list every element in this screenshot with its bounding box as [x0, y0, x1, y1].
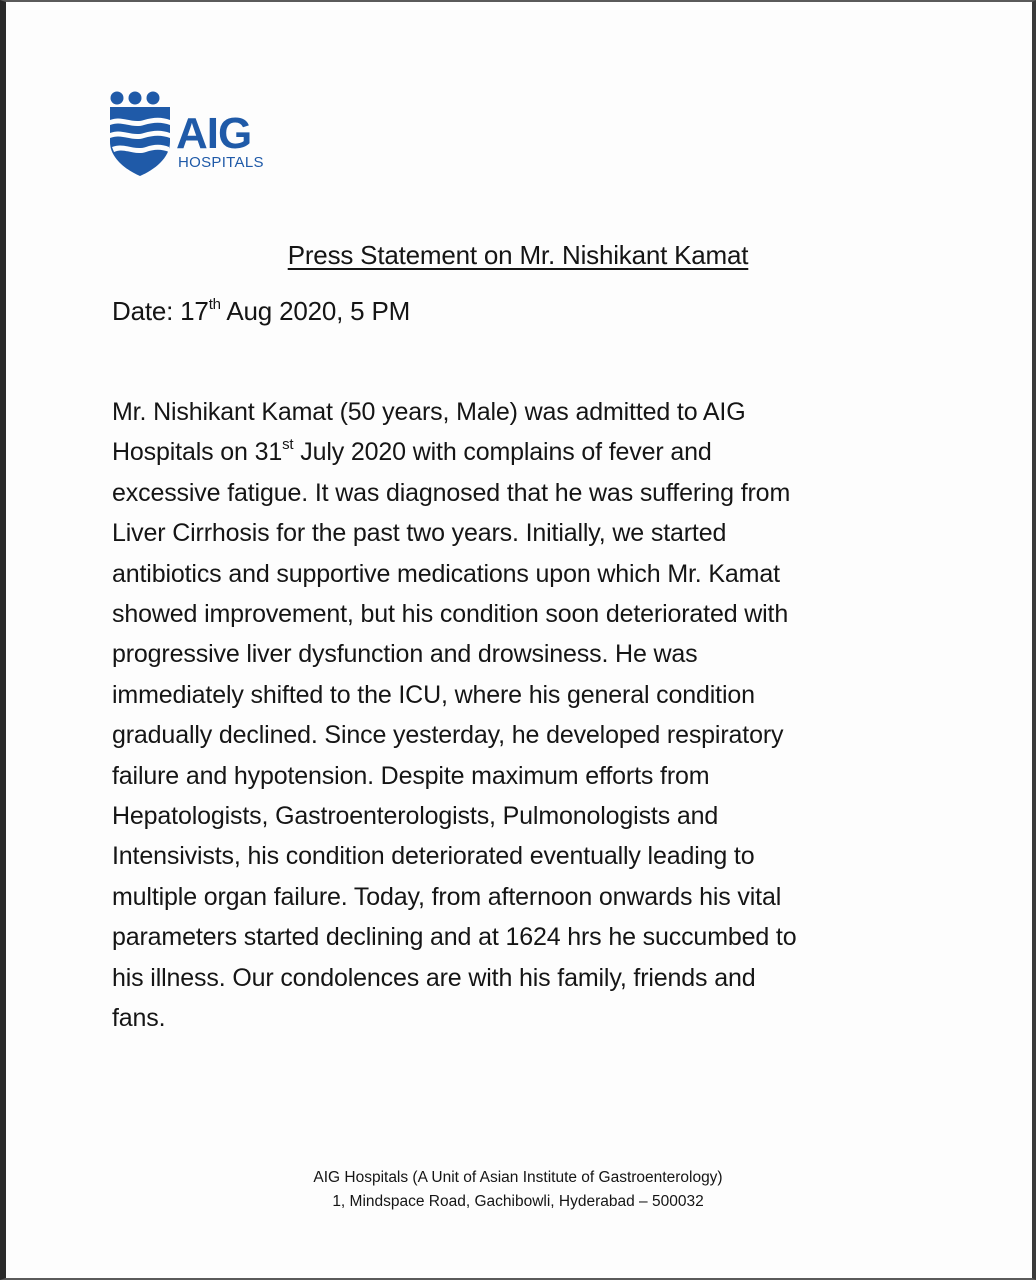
body-line: failure and hypotension. Despite maximum efforts from — [112, 761, 710, 790]
body-line: multiple organ failure. Today, from afternoon onwards his vital — [112, 882, 782, 911]
date-suffix: Aug 2020, 5 PM — [220, 296, 411, 326]
body-line-part: July 2020 with complains of fever and — [293, 438, 712, 467]
body-line: Intensivists, his condition deteriorated eventually leading to — [112, 842, 755, 871]
body-line: Hepatologists, Gastroenterologists, Pulmonologists and — [112, 802, 719, 831]
footer-address — [0, 1166, 1036, 1214]
body-line-ordinal: st — [282, 436, 294, 454]
footer-line-org: AIG Hospitals (A Unit of Asian Institute of Gastroenterology) — [313, 1169, 723, 1186]
body-line: parameters started declining and at 1624 hrs he succumbed to — [112, 923, 797, 952]
aig-hospitals-logo — [108, 90, 298, 180]
body-line: showed improvement, but his condition soon deteriorated with — [112, 600, 789, 629]
body-line: antibiotics and supportive medications upon which Mr. Kamat — [112, 559, 780, 588]
statement-date — [112, 296, 410, 327]
body-line: progressive liver dysfunction and drowsiness. He was — [112, 640, 698, 669]
body-line: Mr. Nishikant Kamat (50 years, Male) was admitted to AIG — [112, 398, 746, 426]
statement-body — [112, 392, 932, 1039]
body-line — [112, 432, 932, 472]
body-line: Liver Cirrhosis for the past two years. Initially, we started — [112, 519, 727, 548]
body-line: immediately shifted to the ICU, where his general condition — [112, 680, 755, 709]
footer-line-address: 1, Mindspace Road, Gachibowli, Hyderabad – 500032 — [332, 1193, 704, 1210]
body-line: his illness. Our condolences are with his family, friends and — [112, 963, 756, 992]
body-line: fans. — [112, 1004, 166, 1033]
body-line: excessive fatigue. It was diagnosed that he was suffering from — [112, 478, 791, 507]
date-prefix: Date: 17 — [112, 296, 209, 326]
logo-subtext: HOSPITALS — [178, 154, 264, 171]
logo-wordmark: AIG — [176, 109, 252, 158]
page-title: Press Statement on Mr. Nishikant Kamat — [287, 240, 749, 270]
body-line: gradually declined. Since yesterday, he developed respiratory — [112, 721, 784, 750]
date-ordinal: th — [208, 296, 221, 313]
body-line-part: Hospitals on 31 — [112, 438, 283, 467]
